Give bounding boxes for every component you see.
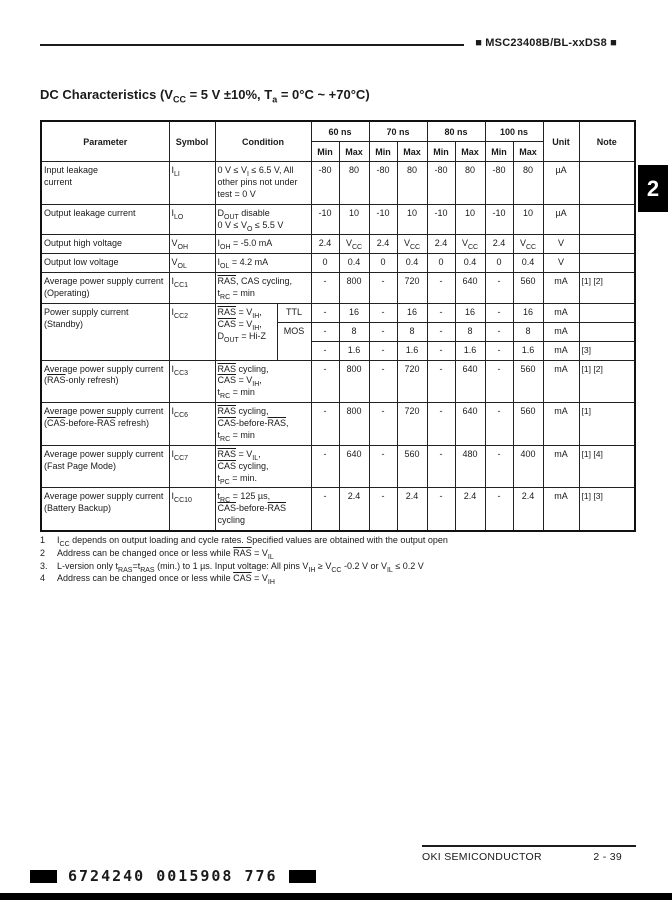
table-cell: $I_{CC2}$	[169, 303, 215, 360]
col-header-min: Min	[311, 142, 339, 162]
table-cell: -	[311, 488, 339, 531]
col-header-max: Max	[455, 142, 485, 162]
table-cell: Average power supply current ($\overline{CAS}-before-\overline{RAS}$ refresh)	[41, 403, 169, 446]
table-cell: -	[369, 403, 397, 446]
table-cell: $\overline{RAS}$ cycling, $\overline{CAS} = V_{IH}$, $t_{RC} = \min$	[215, 360, 311, 403]
table-cell: $V_{CC}$	[455, 235, 485, 254]
table-cell: $V_{CC}$	[513, 235, 543, 254]
table-cell: Input leakage current	[41, 162, 169, 205]
col-header-100ns: 100 ns	[485, 121, 543, 142]
table-cell: 0.4	[339, 254, 369, 273]
table-cell	[579, 254, 635, 273]
table-cell: 560	[513, 403, 543, 446]
table-cell: $I_{CC7}$	[169, 445, 215, 488]
footnote-1	[40, 534, 625, 547]
table-cell: 2.4	[397, 488, 427, 531]
table-cell: µA	[543, 204, 579, 235]
table-cell: $I_{CC10}$	[169, 488, 215, 531]
table-row	[41, 204, 635, 235]
table-cell: 800	[339, 360, 369, 403]
table-cell: -	[427, 488, 455, 531]
col-header-condition: Condition	[215, 121, 311, 162]
table-cell: 16	[397, 303, 427, 322]
table-cell: 8	[513, 322, 543, 341]
table-cell: 80	[513, 162, 543, 205]
table-cell: 0 $V \le V_I \le 6.5$ V, All other pins not under test = 0 V	[215, 162, 311, 205]
footnote-number: 1	[40, 535, 46, 545]
footnote-text: Address can be changed once or less while $\overline{RAS} = V_{IL}$	[57, 547, 274, 561]
table-cell: -	[485, 322, 513, 341]
table-cell: TTL	[277, 303, 311, 322]
table-cell: -	[311, 303, 339, 322]
table-cell: -	[427, 273, 455, 304]
table-cell: $V_{CC}$	[339, 235, 369, 254]
table-cell: -	[311, 360, 339, 403]
table-cell: $\overline{RAS}$ cycling, $\overline{CAS}-before-\overline{RAS}$, $t_{RC} = \min$	[215, 403, 311, 446]
col-header-parameter: Parameter	[41, 121, 169, 162]
footnote-4	[40, 572, 625, 585]
table-cell: 720	[397, 273, 427, 304]
table-cell: -	[311, 322, 339, 341]
table-cell: -	[485, 273, 513, 304]
table-cell: Output low voltage	[41, 254, 169, 273]
table-row	[41, 360, 635, 403]
table-cell: -	[485, 445, 513, 488]
page-title: DC Characteristics ($V_{CC} = 5$ V ±10%, $T_a = 0^\circ C$ ~ +70°C)	[40, 87, 370, 105]
footer-rule	[422, 845, 636, 847]
table-cell: 2.4	[485, 235, 513, 254]
table-cell: $V_{OH}$	[169, 235, 215, 254]
table-cell: 480	[455, 445, 485, 488]
table-cell: 720	[397, 360, 427, 403]
table-cell: 0	[369, 254, 397, 273]
table-row	[41, 273, 635, 304]
col-header-min: Min	[369, 142, 397, 162]
table-cell: mA	[543, 273, 579, 304]
table-cell: 10	[513, 204, 543, 235]
table-cell: 1.6	[397, 341, 427, 360]
table-cell: -80	[485, 162, 513, 205]
table-cell: 2.4	[369, 235, 397, 254]
table-row	[41, 162, 635, 205]
col-header-unit: Unit	[543, 121, 579, 162]
table-cell: -	[427, 341, 455, 360]
table-cell: 0	[427, 254, 455, 273]
table-cell: Average power supply current ($\overline{RAS}$-only refresh)	[41, 360, 169, 403]
ocr-block-right-icon	[289, 870, 316, 883]
table-cell: $\overline{RAS}$, CAS cycling, $t_{RC} = \min$	[215, 273, 311, 304]
table-cell: -	[311, 445, 339, 488]
table-cell: 640	[455, 273, 485, 304]
section-tab	[638, 165, 668, 212]
table-cell: 800	[339, 273, 369, 304]
table-cell: $V_{OL}$	[169, 254, 215, 273]
footnotes	[40, 534, 625, 585]
table-cell: $\overline{RAS} = V_{IL}$, $\overline{CAS}$ cycling, $t_{PC} = \min$.	[215, 445, 311, 488]
table-cell: 0.4	[513, 254, 543, 273]
table-cell: 80	[397, 162, 427, 205]
ocr-block-left-icon	[30, 870, 57, 883]
footer	[422, 851, 622, 863]
col-header-min: Min	[485, 142, 513, 162]
table-cell: [1] [4]	[579, 445, 635, 488]
table-cell: -	[427, 403, 455, 446]
table-cell: $\overline{RAS} = V_{IH}$, $\overline{CAS} = V_{IH}$, $D_{OUT} = Hi-Z$	[215, 303, 277, 360]
footnote-2	[40, 547, 625, 560]
table-cell: $I_{LO}$	[169, 204, 215, 235]
table-cell: 0	[485, 254, 513, 273]
table-cell: µA	[543, 162, 579, 205]
table-row	[41, 303, 635, 322]
table-cell: Output high voltage	[41, 235, 169, 254]
table-row	[41, 235, 635, 254]
table-cell: -	[485, 341, 513, 360]
table-row	[41, 445, 635, 488]
table-cell: 16	[455, 303, 485, 322]
table-cell: -	[311, 273, 339, 304]
table-cell: -	[369, 273, 397, 304]
footnote-text: $I_{CC}$ depends on output loading and cycle rates. Specified values are obtained with the output open	[57, 535, 448, 548]
table-cell: $I_{OL} = 4.2$ mA	[215, 254, 311, 273]
table-cell: $V_{CC}$	[397, 235, 427, 254]
col-header-max: Max	[339, 142, 369, 162]
page-number: 2 - 39	[593, 851, 622, 863]
dc-characteristics-table	[40, 120, 636, 532]
table-cell: MOS	[277, 322, 311, 360]
table-cell: -	[427, 445, 455, 488]
table-cell: 10	[397, 204, 427, 235]
table-cell: $I_{CC6}$	[169, 403, 215, 446]
table-cell: 640	[455, 403, 485, 446]
table-header	[41, 121, 635, 162]
table-cell: -	[369, 322, 397, 341]
table-cell: -	[369, 488, 397, 531]
table-cell: 0.4	[397, 254, 427, 273]
publisher-name: OKI SEMICONDUCTOR	[422, 851, 542, 863]
table-cell: -	[311, 403, 339, 446]
table-cell: 16	[513, 303, 543, 322]
table-row	[41, 403, 635, 446]
section-tab-label: 2	[646, 175, 660, 201]
table-body	[41, 162, 635, 532]
table-cell: -10	[485, 204, 513, 235]
table-cell: V	[543, 235, 579, 254]
table-cell: Power supply current (Standby)	[41, 303, 169, 360]
table-cell: $t_{RC} = 125$ µs, $\overline{CAS}-before-\overline{RAS}$ cycling	[215, 488, 311, 531]
table-cell: 8	[397, 322, 427, 341]
table-cell: 2.4	[455, 488, 485, 531]
table-cell: 0	[311, 254, 339, 273]
table-cell: -	[369, 360, 397, 403]
table-cell: 16	[339, 303, 369, 322]
table-cell: -	[427, 360, 455, 403]
table-cell: mA	[543, 488, 579, 531]
table-cell	[579, 235, 635, 254]
col-header-min: Min	[427, 142, 455, 162]
table-cell: $D_{OUT}$ disable 0 $V \le V_O \le 5.5$ V	[215, 204, 311, 235]
table-cell: -	[311, 341, 339, 360]
table-cell: -10	[311, 204, 339, 235]
table-cell: V	[543, 254, 579, 273]
table-row	[41, 488, 635, 531]
table-cell: mA	[543, 403, 579, 446]
table-cell: -	[427, 322, 455, 341]
footnote-number: 4	[40, 573, 46, 584]
table-cell: [1] [2]	[579, 273, 635, 304]
table-cell: 560	[397, 445, 427, 488]
table-cell: 1.6	[513, 341, 543, 360]
table-cell: -80	[427, 162, 455, 205]
table-cell: 2.4	[427, 235, 455, 254]
brand-text: ■ MSC23408B/BL-xxDS8 ■	[475, 37, 617, 49]
bottom-bar	[0, 893, 672, 900]
table-cell: 2.4	[513, 488, 543, 531]
table-cell: mA	[543, 341, 579, 360]
table-cell: 1.6	[339, 341, 369, 360]
table-cell: mA	[543, 445, 579, 488]
footnote-3	[40, 560, 625, 573]
table-cell: -80	[369, 162, 397, 205]
table-cell: $I_{OH} = -5.0$ mA	[215, 235, 311, 254]
table-cell: [1] [2]	[579, 360, 635, 403]
table-cell: mA	[543, 360, 579, 403]
table-cell: $I_{CC3}$	[169, 360, 215, 403]
table-cell: 10	[455, 204, 485, 235]
table-cell: 10	[339, 204, 369, 235]
footnote-text: Address can be changed once or less while $\overline{CAS} = V_{IH}$	[57, 573, 275, 587]
table-cell	[579, 303, 635, 322]
table-cell: [3]	[579, 341, 635, 360]
table-cell: $I_{CC1}$	[169, 273, 215, 304]
table-cell: 8	[339, 322, 369, 341]
table-cell: mA	[543, 322, 579, 341]
table-cell: $I_{LI}$	[169, 162, 215, 205]
table-cell: mA	[543, 303, 579, 322]
table-cell: -	[369, 341, 397, 360]
table-cell: Output leakage current	[41, 204, 169, 235]
table-cell: -	[485, 403, 513, 446]
col-header-max: Max	[397, 142, 427, 162]
table-cell: -	[369, 303, 397, 322]
col-header-60ns: 60 ns	[311, 121, 369, 142]
table-cell: [1] [3]	[579, 488, 635, 531]
header-rule	[40, 44, 464, 46]
table-cell: 1.6	[455, 341, 485, 360]
table-cell: -10	[427, 204, 455, 235]
table-cell: 80	[339, 162, 369, 205]
table-cell: 800	[339, 403, 369, 446]
footnote-number: 2	[40, 547, 46, 558]
table-cell: 560	[513, 273, 543, 304]
table-cell: -	[427, 303, 455, 322]
table-cell: 560	[513, 360, 543, 403]
table-cell: 80	[455, 162, 485, 205]
table-cell: -	[485, 303, 513, 322]
table-cell: [1]	[579, 403, 635, 446]
col-header-70ns: 70 ns	[369, 121, 427, 142]
table-cell: 640	[339, 445, 369, 488]
table-cell: 0.4	[455, 254, 485, 273]
table-row	[41, 254, 635, 273]
table-cell: 640	[455, 360, 485, 403]
table-cell: -	[369, 445, 397, 488]
table-cell: -	[485, 488, 513, 531]
table-cell	[579, 162, 635, 205]
table-cell: -10	[369, 204, 397, 235]
col-header-note: Note	[579, 121, 635, 162]
table-cell: Average power supply current (Operating)	[41, 273, 169, 304]
col-header-80ns: 80 ns	[427, 121, 485, 142]
table-cell: 2.4	[311, 235, 339, 254]
table-cell: 400	[513, 445, 543, 488]
footnote-number: 3.	[40, 560, 48, 571]
table-cell: Average power supply current (Battery Backup)	[41, 488, 169, 531]
col-header-max: Max	[513, 142, 543, 162]
table-cell: Average power supply current (Fast Page Mode)	[41, 445, 169, 488]
table-cell: 720	[397, 403, 427, 446]
table-cell	[579, 204, 635, 235]
ocr-strip	[30, 867, 316, 885]
col-header-symbol: Symbol	[169, 121, 215, 162]
table-cell: 8	[455, 322, 485, 341]
table-cell: 2.4	[339, 488, 369, 531]
footnote-text: L-version only $t_{RAS}=t_{RAS}$ (min.) to 1 µs. Input voltage: All pins $V_{IH} \ge V_{CC}$ -0.2 V or $V_{IL} \le 0.2$ V	[57, 560, 424, 574]
table-cell: -80	[311, 162, 339, 205]
table-cell	[579, 322, 635, 341]
table-cell: -	[485, 360, 513, 403]
ocr-digits: 6724240 0015908 776	[68, 867, 278, 885]
